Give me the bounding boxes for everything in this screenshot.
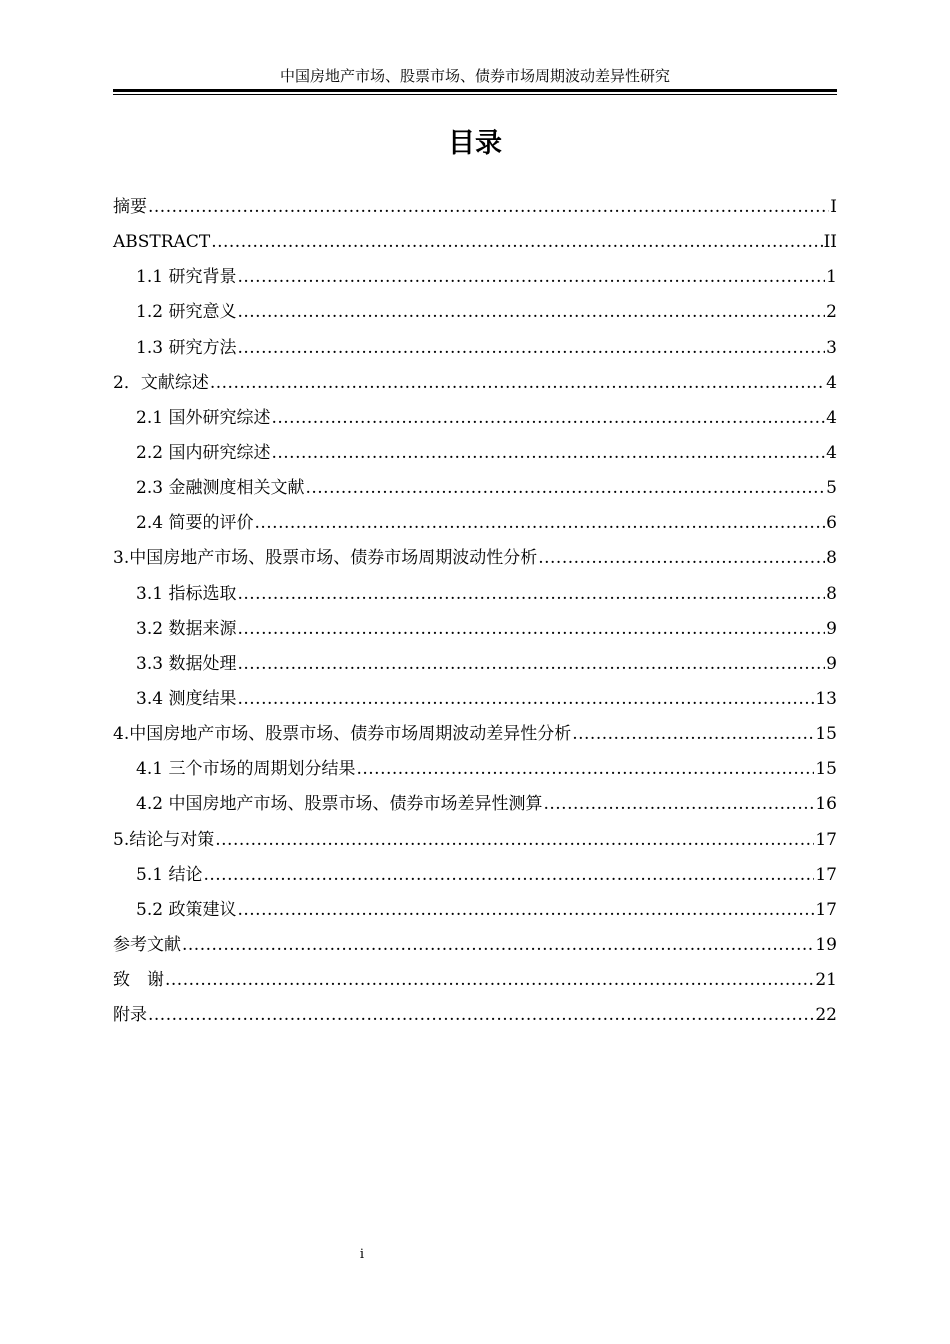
toc-entry-page: 16: [815, 794, 837, 815]
toc-entry-label: 1.3 研究方法: [136, 337, 237, 358]
toc-entry-label: 3.2 数据来源: [136, 618, 237, 639]
toc-entry-page: 17: [815, 864, 837, 885]
toc-entry-page: 9: [826, 653, 837, 674]
toc-leader-dots: [215, 823, 814, 858]
page-number: i: [359, 1247, 365, 1262]
toc-entry-label: 3.3 数据处理: [136, 653, 237, 674]
toc-entry-page: 17: [815, 899, 837, 920]
toc-entry-page: 8: [826, 548, 837, 569]
toc-entry[interactable]: [113, 260, 837, 295]
toc-leader-dots: [237, 295, 825, 330]
toc-entry-label: 3.1 指标选取: [136, 583, 237, 604]
toc-entry-page: 22: [815, 1005, 837, 1026]
toc-entry-page: 1: [826, 267, 837, 288]
toc-leader-dots: [237, 331, 825, 366]
toc-leader-dots: [237, 577, 825, 612]
toc-entry[interactable]: [113, 893, 837, 928]
toc-leader-dots: [543, 787, 814, 822]
toc-leader-dots: [148, 190, 829, 225]
toc-entry-page: 4: [826, 442, 837, 463]
toc-entry-label: 5.1 结论: [136, 864, 203, 885]
toc-entry-label: 2.2 国内研究综述: [136, 442, 271, 463]
toc-leader-dots: [356, 752, 814, 787]
toc-leader-dots: [271, 401, 825, 436]
toc-title: 目录: [448, 128, 502, 159]
toc-entry-label: 4.2 中国房地产市场、股票市场、债券市场差异性测算: [136, 794, 543, 815]
toc-entry-label: 1.1 研究背景: [136, 267, 237, 288]
toc-entry[interactable]: [113, 506, 837, 541]
toc-entry-label: 3.4 测度结果: [136, 688, 237, 709]
toc-entry-page: 9: [826, 618, 837, 639]
toc-leader-dots: [210, 366, 825, 401]
toc-entry[interactable]: [113, 471, 837, 506]
toc-entry-page: 4: [826, 372, 837, 393]
toc-entry[interactable]: [113, 998, 837, 1033]
toc-entry-label: 2．文献综述: [113, 372, 209, 393]
toc-entry[interactable]: [113, 436, 837, 471]
toc-leader-dots: [271, 436, 825, 471]
toc-entry-label: 1.2 研究意义: [136, 302, 237, 323]
toc-entry-label: 4.中国房地产市场、股票市场、债券市场周期波动差异性分析: [113, 724, 572, 745]
toc-entry[interactable]: [113, 647, 837, 682]
toc-leader-dots: [182, 928, 814, 963]
toc-entry-page: 13: [815, 688, 837, 709]
toc-entry-page: 6: [826, 513, 837, 534]
toc-entry-page: 8: [826, 583, 837, 604]
toc-entry[interactable]: [113, 295, 837, 330]
toc-entry[interactable]: [113, 963, 837, 998]
toc-entry-page: 4: [826, 407, 837, 428]
header-rule-thin: [113, 94, 837, 95]
toc-entry-page: 2: [826, 302, 837, 323]
toc-entry[interactable]: [113, 577, 837, 612]
toc-entry-label: 5.结论与对策: [113, 829, 215, 850]
toc-entry-page: 15: [815, 724, 837, 745]
toc-entry-page: 15: [815, 759, 837, 780]
toc-leader-dots: [237, 647, 825, 682]
toc-entry-label: 摘要: [113, 197, 147, 217]
toc-leader-dots: [237, 260, 825, 295]
toc-entry[interactable]: [113, 331, 837, 366]
running-header: 中国房地产市场、股票市场、债券市场周期波动差异性研究: [279, 67, 670, 85]
toc-entry-page: II: [823, 232, 837, 253]
toc-leader-dots: [254, 506, 825, 541]
toc-leader-dots: [203, 858, 814, 893]
toc-entry-page: 17: [815, 829, 837, 850]
toc-entry-page: 5: [826, 478, 837, 499]
toc-entry-label: 3.中国房地产市场、股票市场、债券市场周期波动性分析: [113, 548, 538, 569]
toc-entry[interactable]: [113, 787, 837, 822]
toc-leader-dots: [237, 682, 814, 717]
toc-entry-label: 致 谢: [113, 970, 164, 991]
toc-entry-label: 4.1 三个市场的周期划分结果: [136, 759, 356, 780]
toc-leader-dots: [165, 963, 814, 998]
toc-entry-page: 21: [815, 970, 837, 991]
toc-leader-dots: [538, 541, 825, 576]
toc-leader-dots: [572, 717, 814, 752]
toc-entry-label: 2.4 简要的评价: [136, 513, 254, 534]
table-of-contents: [113, 190, 837, 1033]
toc-entry[interactable]: [113, 682, 837, 717]
toc-entry-label: 5.2 政策建议: [136, 899, 237, 920]
toc-entry-page: 19: [815, 934, 837, 955]
toc-entry[interactable]: [113, 823, 837, 858]
header-rule-thick: [113, 89, 837, 92]
toc-entry-label: 2.1 国外研究综述: [136, 407, 271, 428]
toc-entry[interactable]: [113, 752, 837, 787]
toc-leader-dots: [305, 471, 825, 506]
toc-entry[interactable]: [113, 541, 837, 576]
toc-entry[interactable]: [113, 366, 837, 401]
toc-entry[interactable]: [113, 401, 837, 436]
toc-leader-dots: [237, 612, 825, 647]
toc-entry[interactable]: [113, 858, 837, 893]
toc-entry[interactable]: [113, 717, 837, 752]
toc-entry-label: 参考文献: [113, 934, 181, 955]
toc-entry[interactable]: [113, 190, 837, 225]
toc-entry-label: ABSTRACT: [113, 232, 211, 253]
toc-leader-dots: [211, 225, 822, 260]
toc-leader-dots: [237, 893, 814, 928]
toc-entry[interactable]: [113, 612, 837, 647]
toc-entry[interactable]: [113, 928, 837, 963]
toc-entry-page: 3: [826, 337, 837, 358]
toc-entry[interactable]: [113, 225, 837, 260]
toc-entry-page: I: [830, 197, 837, 217]
toc-leader-dots: [148, 998, 814, 1033]
toc-entry-label: 2.3 金融测度相关文献: [136, 478, 305, 499]
toc-entry-label: 附录: [113, 1005, 147, 1026]
